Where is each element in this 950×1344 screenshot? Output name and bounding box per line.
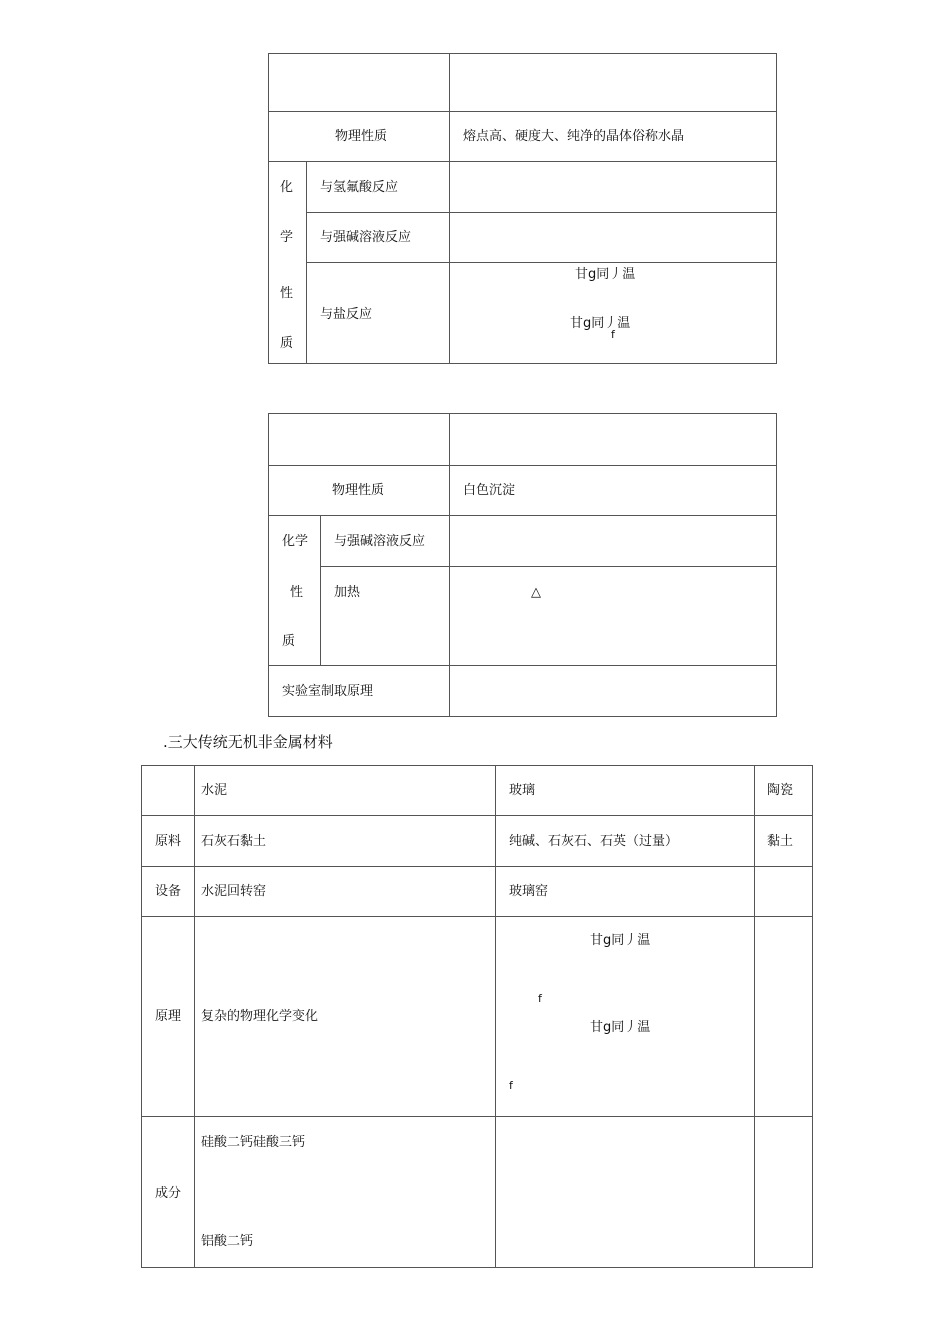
table-border [306,161,307,363]
chem-property-char: 学 [280,230,294,245]
table-border [141,1116,813,1117]
column-header-glass: 玻璃 [509,783,536,798]
cement-composition: 硅酸二钙硅酸三钙 [201,1135,306,1150]
ceramic-raw-materials: 黏土 [767,834,794,849]
table-border [268,665,777,666]
row-label-alkali: 与强碱溶液反应 [320,230,412,245]
table-border [495,765,496,1267]
table-border [268,413,777,414]
row-label-salt: 与盐反应 [320,307,373,322]
glass-raw-materials: 纯碱、石灰石、石英（过量） [509,834,679,849]
heat-triangle-symbol: △ [531,585,541,600]
table-border [141,765,142,1267]
row-label-heat: 加热 [334,585,361,600]
equation-subscript: f [538,992,542,1005]
table-border [268,515,777,516]
lab-preparation-label: 实验室制取原理 [282,684,374,699]
table-border [268,465,777,466]
table-border [141,765,813,766]
table-border [449,53,450,363]
chem-property-label: 化学 [282,534,309,549]
table-border [268,161,777,162]
salt-equation-condition: 甘g同丿温 [570,316,631,331]
equation-subscript: f [611,328,615,341]
table-border [268,363,777,364]
table-border [268,111,777,112]
physical-property-value: 熔点高、硬度大、纯净的晶体俗称水晶 [463,129,685,144]
physical-property-label: 物理性质 [332,483,385,498]
table-border [320,515,321,665]
table-border [449,413,450,716]
table-border [812,765,813,1267]
cement-raw-materials: 石灰石黏土 [201,834,267,849]
table-border [776,53,777,363]
table-border [268,53,777,54]
cement-principle: 复杂的物理化学变化 [201,1009,319,1024]
table-border [306,262,777,263]
cement-composition: 铝酸二钙 [201,1234,254,1249]
column-header-ceramic: 陶瓷 [767,783,794,798]
row-label-raw-materials: 原料 [155,834,182,849]
cement-equipment: 水泥回转窑 [201,884,267,899]
table-border [268,53,269,363]
row-label-principle: 原理 [155,1009,182,1024]
table-border [776,413,777,716]
table-border [194,765,195,1267]
glass-equation-condition: 甘g同丿温 [590,933,651,948]
table-border [320,566,777,567]
table-border [141,916,813,917]
row-label-equipment: 设备 [155,884,182,899]
section-title: .三大传统无机非金属材料 [163,733,333,751]
chem-property-char: 质 [280,336,294,351]
glass-equipment: 玻璃窑 [509,884,549,899]
physical-property-value: 白色沉淀 [463,483,516,498]
glass-equation-condition: 甘g同丿温 [590,1020,651,1035]
chem-property-label: 质 [282,634,296,649]
row-label-composition: 成分 [155,1186,182,1201]
row-label-alkali: 与强碱溶液反应 [334,534,426,549]
salt-equation-condition: 甘g同丿温 [575,267,636,282]
chem-property-label: 性 [290,585,304,600]
chem-property-char: 性 [280,286,294,301]
chem-property-char: 化 [280,180,294,195]
equation-subscript: f [509,1079,513,1092]
table-border [306,212,777,213]
physical-property-label: 物理性质 [335,129,388,144]
row-label-hf: 与氢氟酸反应 [320,180,399,195]
table-border [141,1267,813,1268]
table-border [268,716,777,717]
table-border [754,765,755,1267]
table-border [268,413,269,716]
table-border [141,815,813,816]
column-header-cement: 水泥 [201,783,228,798]
table-border [141,866,813,867]
